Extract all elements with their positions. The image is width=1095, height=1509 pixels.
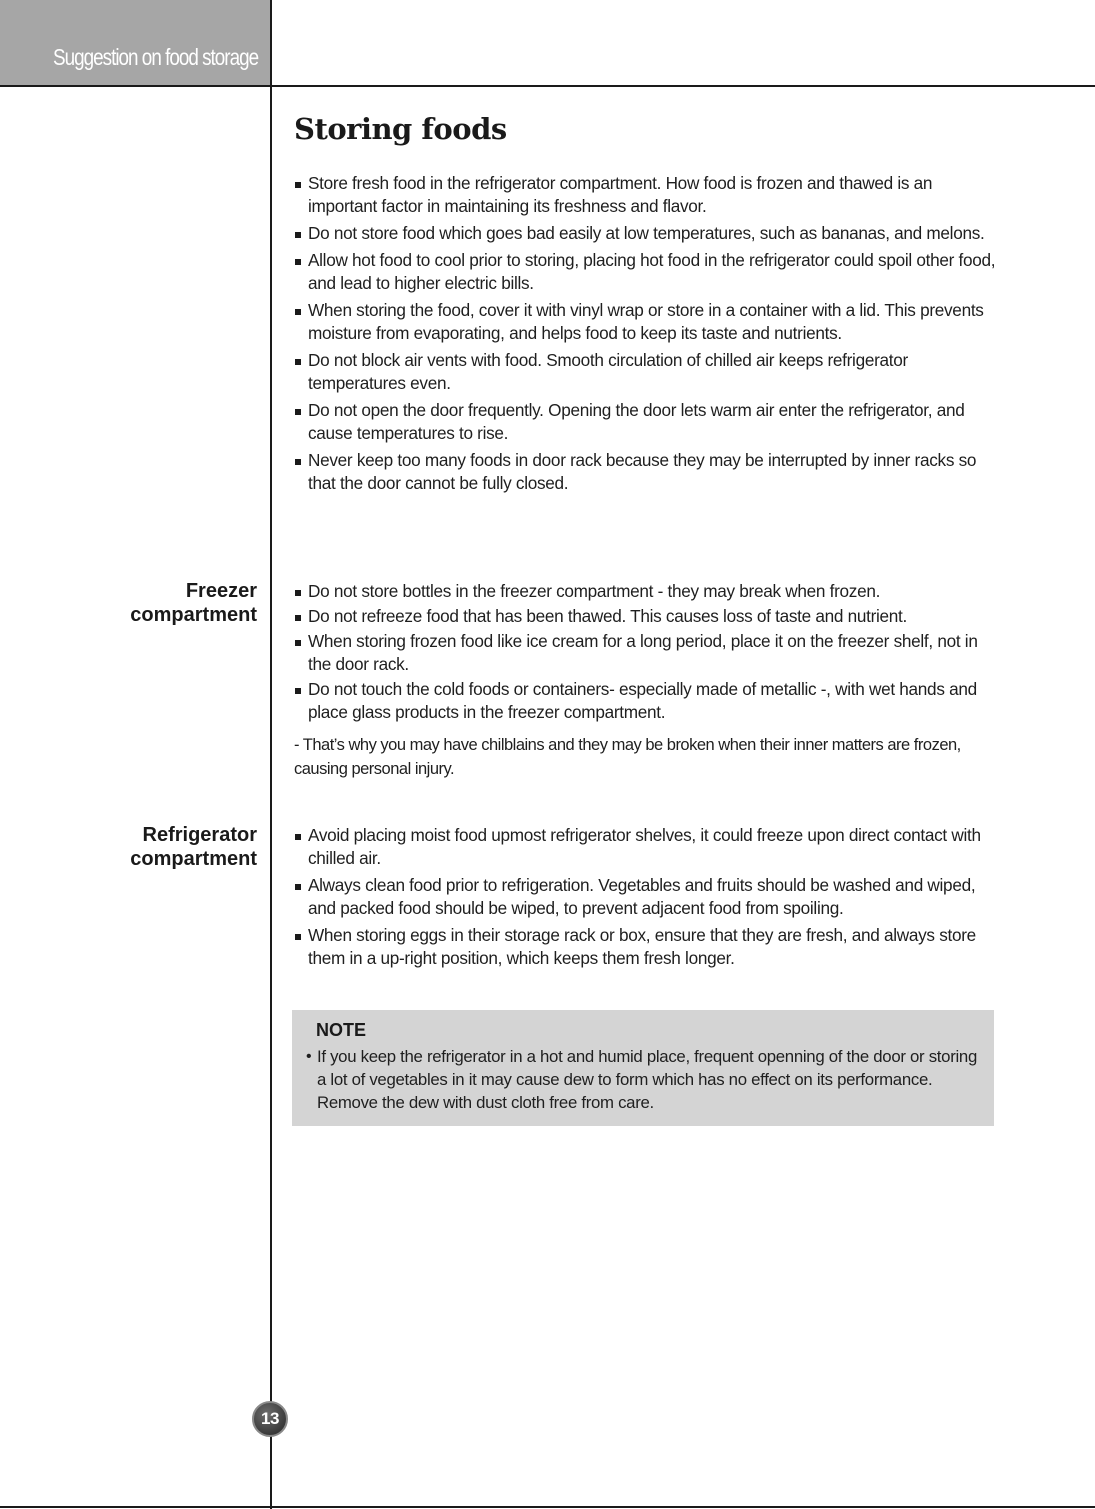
square-bullet-icon	[295, 409, 301, 415]
list-item: Always clean food prior to refrigeration. Vegetables and fruits should be washed and wiped, and packed food should be wiped, to prevent adjacent food from spoiling.	[294, 874, 999, 920]
square-bullet-icon	[295, 688, 301, 694]
list-item: Never keep too many foods in door rack because they may be interrupted by inner racks so that the door cannot be fully closed.	[294, 449, 999, 495]
note-box	[292, 1010, 994, 1126]
section-header-title: Suggestion on food storage	[52, 44, 258, 70]
refrigerator-tips-list	[294, 824, 999, 974]
list-item: Avoid placing moist food upmost refrigerator shelves, it could freeze upon direct contact with chilled air.	[294, 824, 999, 870]
page-number-badge: 13	[252, 1401, 288, 1437]
list-item: Allow hot food to cool prior to storing, placing hot food in the refrigerator could spoil other food, and lead to higher electric bills.	[294, 249, 999, 295]
square-bullet-icon	[295, 459, 301, 465]
square-bullet-icon	[295, 259, 301, 265]
note-title: NOTE	[316, 1020, 367, 1040]
list-item: Do not store bottles in the freezer compartment - they may break when frozen.	[294, 580, 999, 603]
square-bullet-icon	[295, 309, 301, 315]
square-bullet-icon	[295, 590, 301, 596]
square-bullet-icon	[295, 934, 301, 940]
freezer-section-label: Freezer compartment	[130, 580, 257, 626]
list-item: Do not block air vents with food. Smooth circulation of chilled air keeps refrigerator temperatures even.	[294, 349, 999, 395]
list-item: Do not store food which goes bad easily at low temperatures, such as bananas, and melons.	[294, 222, 999, 245]
bottom-divider	[0, 1506, 1095, 1508]
square-bullet-icon	[295, 182, 301, 188]
square-bullet-icon	[295, 884, 301, 890]
section-header-tab	[0, 0, 270, 85]
refrigerator-section-label: Refrigerator compartment	[130, 824, 257, 870]
list-item: Store fresh food in the refrigerator compartment. How food is frozen and thawed is an important factor in maintaining its freshness and flavor.	[294, 172, 999, 218]
square-bullet-icon	[295, 359, 301, 365]
list-item: Do not refreeze food that has been thawed. This causes loss of taste and nutrient.	[294, 605, 999, 628]
general-tips-list	[294, 172, 999, 499]
bullet-dot-icon: •	[306, 1048, 312, 1065]
square-bullet-icon	[295, 232, 301, 238]
square-bullet-icon	[295, 640, 301, 646]
page-title: Storing foods	[294, 112, 507, 146]
note-text: • If you keep the refrigerator in a hot and humid place, frequent openning of the door or storing a lot of vegetables in it may cause dew to form which has no effect on its performance. Remove the dew with dust cloth free from care.	[306, 1047, 977, 1112]
square-bullet-icon	[295, 615, 301, 621]
freezer-tips-list	[294, 580, 999, 726]
list-item: When storing the food, cover it with vinyl wrap or store in a container with a lid. This prevents moisture from evaporating, and helps food to keep its taste and nutrients.	[294, 299, 999, 345]
vertical-divider	[270, 0, 272, 1509]
list-item: When storing eggs in their storage rack or box, ensure that they are fresh, and always store them in a up-right position, which keeps them fresh longer.	[294, 924, 999, 970]
list-item: When storing frozen food like ice cream for a long period, place it on the freezer shelf, not in the door rack.	[294, 630, 999, 676]
list-item: Do not open the door frequently. Opening the door lets warm air enter the refrigerator, and cause temperatures to rise.	[294, 399, 999, 445]
square-bullet-icon	[295, 834, 301, 840]
freezer-warning-note: - That’s why you may have chilblains and they may be broken when their inner matters are frozen, causing personal injury.	[294, 736, 961, 778]
list-item: Do not touch the cold foods or containers- especially made of metallic -, with wet hands and place glass products in the freezer compartment.	[294, 678, 999, 724]
top-divider	[0, 85, 1095, 87]
